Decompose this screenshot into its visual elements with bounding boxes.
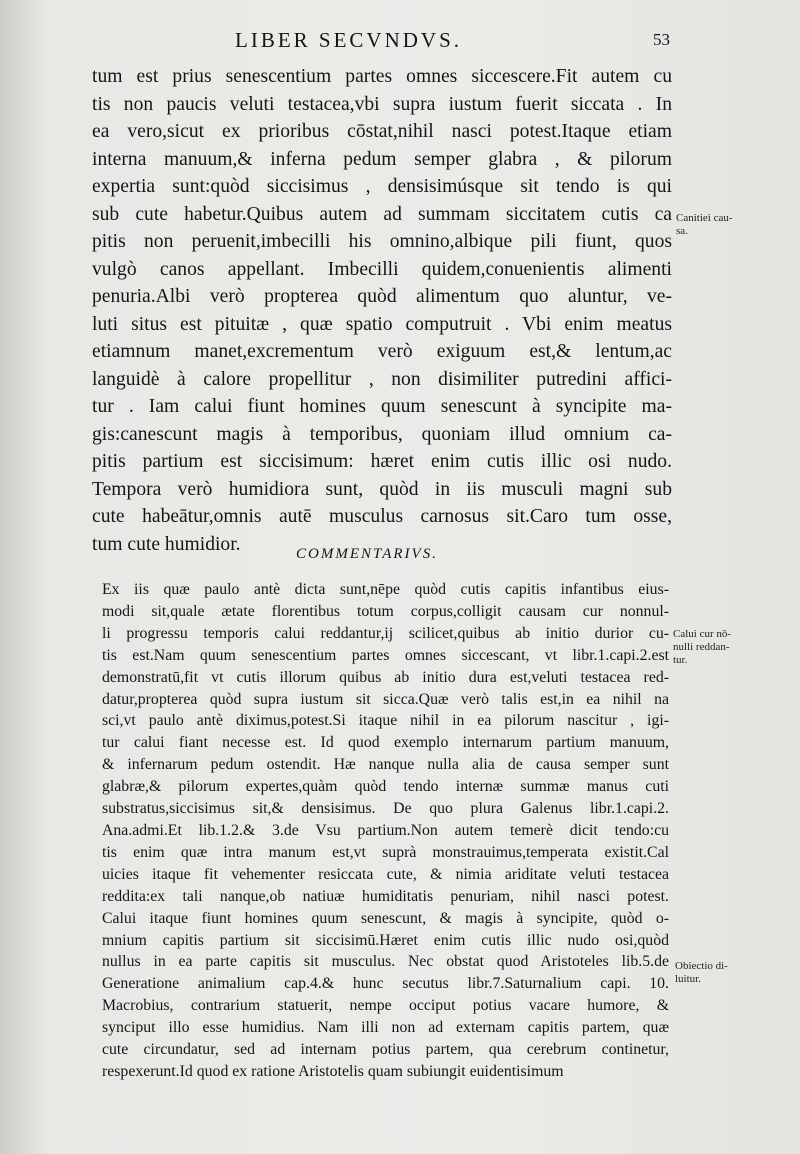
commentary-text-block: [102, 579, 669, 1083]
commentary-line: cute circundatur, sed ad internam potius partem, qua cerebrum continetur,: [102, 1041, 669, 1059]
commentary-line: mnium capitis partium sit siccisimū.Hæret enim cutis illic nudo osi,quòd: [102, 931, 669, 949]
main-text-line: pitis partium est siccisimum: hæret enim cutis illic osi nudo.: [92, 451, 672, 472]
main-text-line: gis:canescunt magis à temporibus, quoniam illud omnium ca-: [92, 423, 672, 445]
commentary-line: demonstratū,fit vt cutis illorum quibus ab initio dura est,veluti testacea red-: [102, 668, 669, 686]
main-text-line: languidè à calore propellitur , non disimiliter putredini affici-: [92, 368, 672, 390]
commentary-line: reddita:ex tali nanque,ob natiuæ humiditatis penuriam, nihil nasci potest.: [102, 887, 669, 905]
margin-note-obiectio: Obiectio di- luitur.: [675, 960, 728, 985]
main-text-block: [92, 63, 672, 558]
main-text-line: vulgò canos appellant. Imbecilli quidem,conuenientis alimenti: [92, 258, 672, 280]
page-header: [0, 28, 800, 58]
margin-note-canitiei: Canitiei cau- sa.: [676, 212, 733, 237]
main-text-line: pitis non peruenit,imbecilli his omnino,albique pili fiunt, quos: [92, 231, 672, 252]
commentary-line: nullus in ea parte capitis sit musculus. Nec obstat quod Aristoteles lib.5.de: [102, 953, 669, 971]
main-text-line: tum cute humidior.: [92, 533, 241, 555]
commentary-line: substratus,siccisimus sit,& densisimus. De quo plura Galenus libr.1.capi.2.: [102, 800, 669, 818]
commentary-line: modi sit,quale ætate florentibus totum corpus,colligit causam cur nonnul-: [102, 602, 669, 620]
commentary-line: Ex iis quæ paulo antè dicta sunt,nēpe quòd cutis capitis infantibus eius-: [102, 581, 669, 598]
commentary-line: respexerunt.Id quod ex ratione Aristotelis quam subiungit euidentisimum: [102, 1062, 564, 1080]
commentary-line: synciput illo esse humidius. Nam illi non ad externam capitis partem, quæ: [102, 1019, 669, 1037]
main-text-line: tur . Iam calui fiunt homines quum senescunt à syncipite ma-: [92, 396, 672, 417]
margin-note-calui: Calui cur nō- nulli reddan- tur.: [673, 628, 732, 666]
running-head: LIBER SECVNDVS.: [235, 28, 463, 52]
main-text-line: luti situs est pituitæ , quæ spatio computruit . Vbi enim meatus: [92, 313, 672, 335]
main-text-line: interna manuum,& inferna pedum semper glabra , & pilorum: [92, 148, 672, 170]
commentary-line: tur calui fiant necesse est. Id quod exemplo internarum partium manuum,: [102, 734, 669, 752]
commentary-line: Ana.admi.Et lib.1.2.& 3.de Vsu partium.Non autem temerè dicit tendo:cu: [102, 821, 669, 839]
main-text-line: penuria.Albi verò propterea quòd alimentum quo aluntur, ve-: [92, 286, 672, 307]
main-text-line: tis non paucis veluti testacea,vbi supra iustum fuerit siccata . In: [92, 93, 672, 115]
commentary-line: sci,vt paulo antè diximus,potest.Si itaque nihil in ea pilorum nascitur , igi-: [102, 712, 669, 730]
commentary-line: uicies itaque fit vehementer resiccata cute, & nimia ariditate veluti testacea: [102, 865, 669, 883]
commentary-line: & infernarum pedum ostendit. Hæ nanque nulla alia de causa semper sunt: [102, 756, 669, 774]
commentary-line: datur,propterea quòd supra iustum sit sicca.Quæ verò talis est,in ea nihil na: [102, 690, 669, 708]
main-text-line: sub cute habetur.Quibus autem ad summam siccitatem cutis ca: [92, 203, 672, 225]
main-text-line: Tempora verò humidiora sunt, quòd in iis musculi magni sub: [92, 478, 672, 500]
main-text-line: cute habeātur,omnis autē musculus carnosus sit.Caro tum osse,: [92, 506, 672, 527]
main-text-line: tum est prius senescentium partes omnes siccescere.Fit autem cu: [92, 66, 672, 87]
page-number: 53: [653, 30, 670, 49]
commentary-line: Calui itaque fiunt homines quum senescunt, & magis à syncipite, quòd o-: [102, 909, 669, 927]
commentary-line: tis enim quæ intra manum est,vt suprà monstrauimus,temperata existit.Cal: [102, 843, 669, 861]
commentary-line: li progressu temporis calui reddantur,ij scilicet,quibus ab initio durior cu-: [102, 624, 669, 642]
commentary-line: Macrobius, contrarium statuerit, nempe occiput potius vacare humore, &: [102, 997, 669, 1015]
commentary-heading: COMMENTARIVS.: [296, 546, 438, 562]
commentary-line: tis est.Nam quum senescentium partes omnes siccescant, vt libr.1.capi.2.est: [102, 646, 669, 664]
commentary-line: glabræ,& pilorum expertes,quàm quòd tendo internæ summæ manus cuti: [102, 778, 669, 796]
main-text-line: expertia sunt:quòd siccisimus , densisimúsque sit tendo is qui: [92, 176, 672, 197]
main-text-line: ea vero,sicut ex prioribus cōstat,nihil nasci potest.Itaque etiam: [92, 121, 672, 142]
commentary-line: Generatione animalium cap.4.& hunc secutus libr.7.Saturnalium capi. 10.: [102, 975, 669, 993]
main-text-line: etiamnum manet,excrementum verò exiguum est,& lentum,ac: [92, 341, 672, 362]
